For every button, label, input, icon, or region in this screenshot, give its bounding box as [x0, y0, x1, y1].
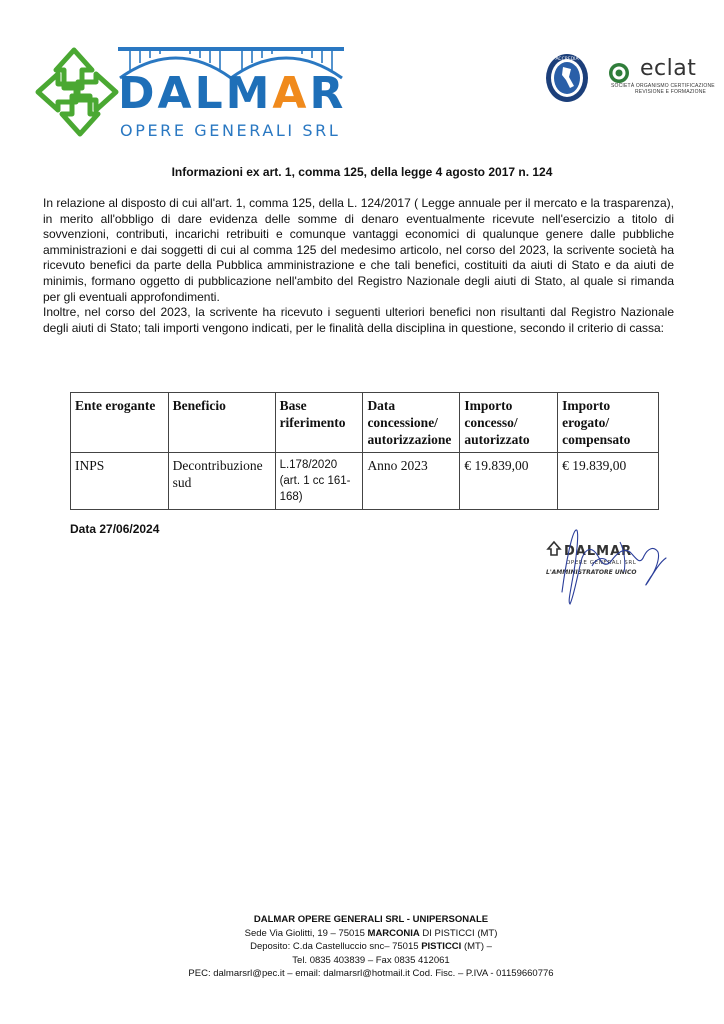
footer-phone: Tel. 0835 403839 – Fax 0835 412061	[292, 954, 450, 966]
accredia-seal-icon	[545, 53, 589, 103]
brand-subtitle: OPERE GENERALI SRL	[120, 121, 341, 140]
footer	[0, 913, 724, 981]
cell-beneficio: Decontribuzione sud	[168, 453, 275, 510]
signature-stamp	[532, 522, 682, 612]
header-data: Data concessione/ autorizzazione	[363, 393, 460, 453]
dalmar-logo-icon	[34, 46, 120, 138]
footer-contacts: PEC: dalmarsrl@pec.it – email: dalmarsrl@hotmail.it Cod. Fisc. – P.IVA - 01159660776	[188, 968, 554, 979]
eclat-caption-2: REVISIONE E FORMAZIONE	[635, 89, 707, 95]
stamp-role: L'AMMINISTRATORE UNICO	[546, 569, 637, 576]
cell-ente: INPS	[71, 453, 169, 510]
header-beneficio: Beneficio	[168, 393, 275, 453]
svg-text:ACCREDIA: ACCREDIA	[555, 57, 579, 62]
document-date: Data 27/06/2024	[70, 522, 160, 536]
handwritten-signature-icon	[562, 530, 666, 604]
header-importo-concesso: Importo concesso/ autorizzato	[460, 393, 558, 453]
footer-deposit-pre: Deposito: C.da Castelluccio snc– 75015	[250, 941, 422, 952]
brand-suffix: R	[309, 68, 347, 119]
cell-importo-concesso: € 19.839,00	[460, 453, 558, 510]
header-base: Base riferimento	[275, 393, 363, 453]
eclat-name: eclat	[640, 56, 697, 81]
document-title: Informazioni ex art. 1, comma 125, della legge 4 agosto 2017 n. 124	[171, 165, 553, 179]
brand-prefix: DALM	[118, 68, 273, 119]
footer-deposit	[0, 940, 724, 954]
footer-address-post: DI PISTICCI (MT)	[419, 927, 498, 939]
brand-highlight: A	[272, 68, 310, 119]
brand-name	[118, 68, 347, 119]
benefits-table	[70, 392, 659, 510]
footer-company: DALMAR OPERE GENERALI SRL - UNIPERSONALE	[253, 914, 489, 925]
document-body	[43, 196, 674, 336]
footer-deposit-city: PISTICCI	[421, 941, 462, 952]
paragraph-intro: In relazione al disposto di cui all'art. 1, comma 125, della L. 124/2017 ( Legge annuale per il mercato e la trasparenza), in merito all'obbligo di dare evidenza delle somme di denaro eventualmente ricevute nell'esercizio a titolo di sovvenzioni, contributi, incarichi retribuiti e comunque vantaggi economici di qualunque genere dalle pubbliche amministrazioni e dai soggetti di cui al comma 125 del medesimo articolo, nel corso del 2023, la scrivente società ha ricevuto benefici da parte della Pubblica amministrazione e che tali benefici, costituiti da aiuti di Stato e da aiuti de minimis, formano oggetto di pubblicazione nell'ambito del Registro Nazionale degli aiuti di Stato, al quale si rimanda per gli eventuali approfondimenti.	[43, 196, 674, 304]
stamp-logo-icon	[548, 542, 560, 555]
eclat-badge-icon	[608, 62, 630, 84]
footer-address-pre: Sede Via Giolitti, 19 – 75015	[244, 927, 368, 939]
footer-deposit-post: (MT) –	[461, 941, 492, 952]
cell-base: L.178/2020 (art. 1 cc 161-168)	[275, 453, 363, 510]
eclat-caption-1: SOCIETÀ ORGANISMO CERTIFICAZIONE	[611, 83, 715, 89]
footer-address	[0, 927, 724, 941]
table-header-row	[71, 393, 659, 453]
cell-importo-erogato: € 19.839,00	[558, 453, 659, 510]
header-ente: Ente erogante	[71, 393, 169, 453]
footer-address-city: MARCONIA	[367, 927, 420, 939]
header-importo-erogato: Importo erogato/ compensato	[558, 393, 659, 453]
cell-data: Anno 2023	[363, 453, 460, 510]
paragraph-additional: Inoltre, nel corso del 2023, la scrivente ha ricevuto i seguenti ulteriori benefici non risultanti dal Registro Nazionale degli aiuti di Stato; tali importi vengono indicati, per le finalità della disciplina in questione, secondo il criterio di cassa:	[43, 305, 674, 335]
stamp-name: DALMAR	[564, 544, 633, 559]
table-row	[71, 453, 659, 510]
stamp-subtitle: OPERE GENERALI SRL	[566, 560, 637, 566]
